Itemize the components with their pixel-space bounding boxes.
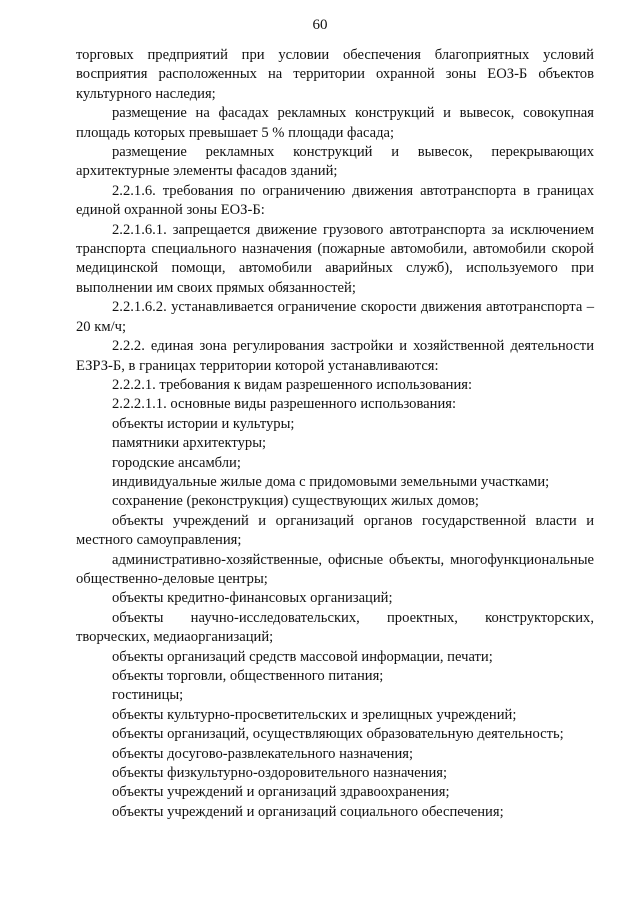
body-text bbox=[76, 46, 594, 822]
list-item: объекты торговли, общественного питания; bbox=[112, 668, 384, 684]
paragraph-continuation: торговых предприятий при условии обеспечения благоприятных условий восприятия расположенных на территории охранной зоны ЕОЗ-Б объектов культурного наследия; bbox=[76, 47, 594, 102]
list-item: сохранение (реконструкция) существующих жилых домов; bbox=[112, 493, 479, 510]
list-item: объекты учреждений и организаций органов государственной власти и местного самоуправления; bbox=[76, 512, 594, 549]
paragraph-clause-2-2-1-6: 2.2.1.6. требования по ограничению движения автотранспорта в границах единой охранной зоны ЕОЗ-Б: bbox=[76, 182, 594, 219]
paragraph: размещение рекламных конструкций и вывесок, перекрывающих архитектурные элементы фасадов зданий; bbox=[76, 144, 594, 180]
list-item: административно-хозяйственные, офисные объекты, многофункциональные общественно-деловые центры; bbox=[76, 551, 594, 587]
list-item: объекты организаций средств массовой информации, печати; bbox=[112, 648, 493, 665]
paragraph-clause-2-2-1-6-1: 2.2.1.6.1. запрещается движение грузового автотранспорта за исключением транспорта специального назначения (пожарные автомобили, автомобили скорой медицинской помощи, автомобили аварийных служб), используемого при выполнении им своих прямых обязанностей; bbox=[76, 221, 594, 296]
paragraph: размещение на фасадах рекламных конструкций и вывесок, совокупная площадь которых превышает 5 % площади фасада; bbox=[76, 105, 594, 141]
list-item: памятники архитектуры; bbox=[112, 435, 267, 452]
paragraph-clause-2-2-2-1: 2.2.2.1. требования к видам разрешенного использования: bbox=[112, 376, 473, 393]
page-number: 60 bbox=[312, 17, 328, 33]
paragraph-clause-2-2-2-1-1: 2.2.2.1.1. основные виды разрешенного использования: bbox=[112, 396, 457, 413]
list-item: гостиницы; bbox=[112, 687, 184, 704]
list-item: индивидуальные жилые дома с придомовыми земельными участками; bbox=[112, 473, 550, 490]
list-item: городские ансамбли; bbox=[112, 454, 241, 471]
list-item: объекты досугово-развлекательного назначения; bbox=[112, 745, 414, 762]
list-item: объекты учреждений и организаций социального обеспечения; bbox=[112, 803, 504, 820]
list-item: объекты учреждений и организаций здравоохранения; bbox=[112, 784, 450, 801]
list-item: объекты научно-исследовательских, проектных, конструкторских, творческих, медиаорганизаций; bbox=[76, 609, 594, 646]
list-item: объекты культурно-просветительских и зрелищных учреждений; bbox=[112, 706, 517, 723]
list-item: объекты организаций, осуществляющих образовательную деятельность; bbox=[112, 726, 564, 743]
list-item: объекты физкультурно-оздоровительного назначения; bbox=[112, 765, 448, 782]
paragraph-clause-2-2-1-6-2: 2.2.1.6.2. устанавливается ограничение скорости движения автотранспорта – 20 км/ч; bbox=[76, 299, 594, 335]
list-item: объекты истории и культуры; bbox=[112, 415, 295, 432]
list-item: объекты кредитно-финансовых организаций; bbox=[112, 590, 393, 607]
paragraph-clause-2-2-2: 2.2.2. единая зона регулирования застройки и хозяйственной деятельности ЕЗРЗ-Б, в границах территории которой устанавливаются: bbox=[76, 338, 594, 374]
